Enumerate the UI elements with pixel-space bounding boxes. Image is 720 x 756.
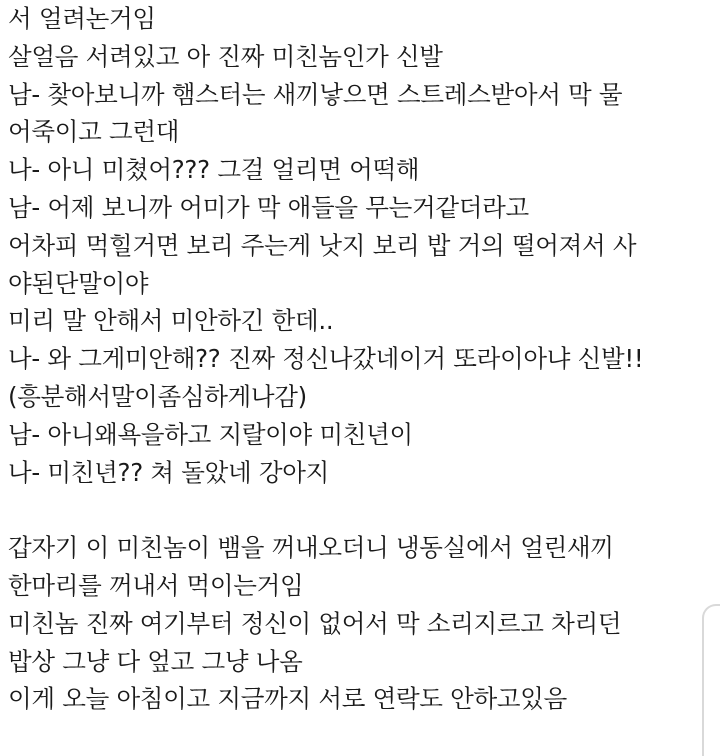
paragraph-spacer (8, 491, 698, 529)
text-line: 한마리를 꺼내서 먹이는거임 (8, 570, 304, 600)
text-line: 야된단말이야 (8, 268, 149, 298)
text-line: 나- 미친년?? 쳐 돌았네 강아지 (8, 457, 329, 487)
text-line: 살얼음 서려있고 아 진짜 미친놈인가 신발 (8, 41, 443, 71)
text-line: 서 얼려논거임 (8, 4, 156, 33)
text-line: 미친놈 진짜 여기부터 정신이 없어서 막 소리지르고 차리던 (8, 608, 622, 638)
text-line: 나- 와 그게미안해?? 진짜 정신나갔네이거 또라이아냐 신발!! (8, 344, 644, 374)
panel-edge (702, 604, 720, 756)
text-line: 남- 어제 보니까 어미가 막 애들을 무는거같더라고 (8, 192, 529, 222)
text-line: 어차피 먹힐거면 보리 주는게 낫지 보리 밥 거의 떨어져서 사 (8, 230, 637, 260)
text-line: 남- 찾아보니까 햄스터는 새끼낳으면 스트레스받아서 막 물 (8, 79, 623, 109)
text-line: 밥상 그냥 다 엎고 그냥 나옴 (8, 646, 303, 676)
text-line: 미리 말 안해서 미안하긴 한데.. (8, 306, 334, 336)
text-line: 어죽이고 그런대 (8, 117, 180, 147)
post-body (8, 0, 698, 718)
text-line: 나- 아니 미쳤어??? 그걸 얼리면 어떡해 (8, 155, 420, 185)
text-line: 남- 아니왜욕을하고 지랄이야 미친년이 (8, 419, 413, 449)
text-line: 갑자기 이 미친놈이 뱀을 꺼내오더니 냉동실에서 얼린새끼 (8, 533, 614, 563)
text-line: 이게 오늘 아침이고 지금까지 서로 연락도 안하고있음 (8, 684, 567, 714)
text-line: (흥분해서말이좀심하게나감) (8, 381, 307, 411)
